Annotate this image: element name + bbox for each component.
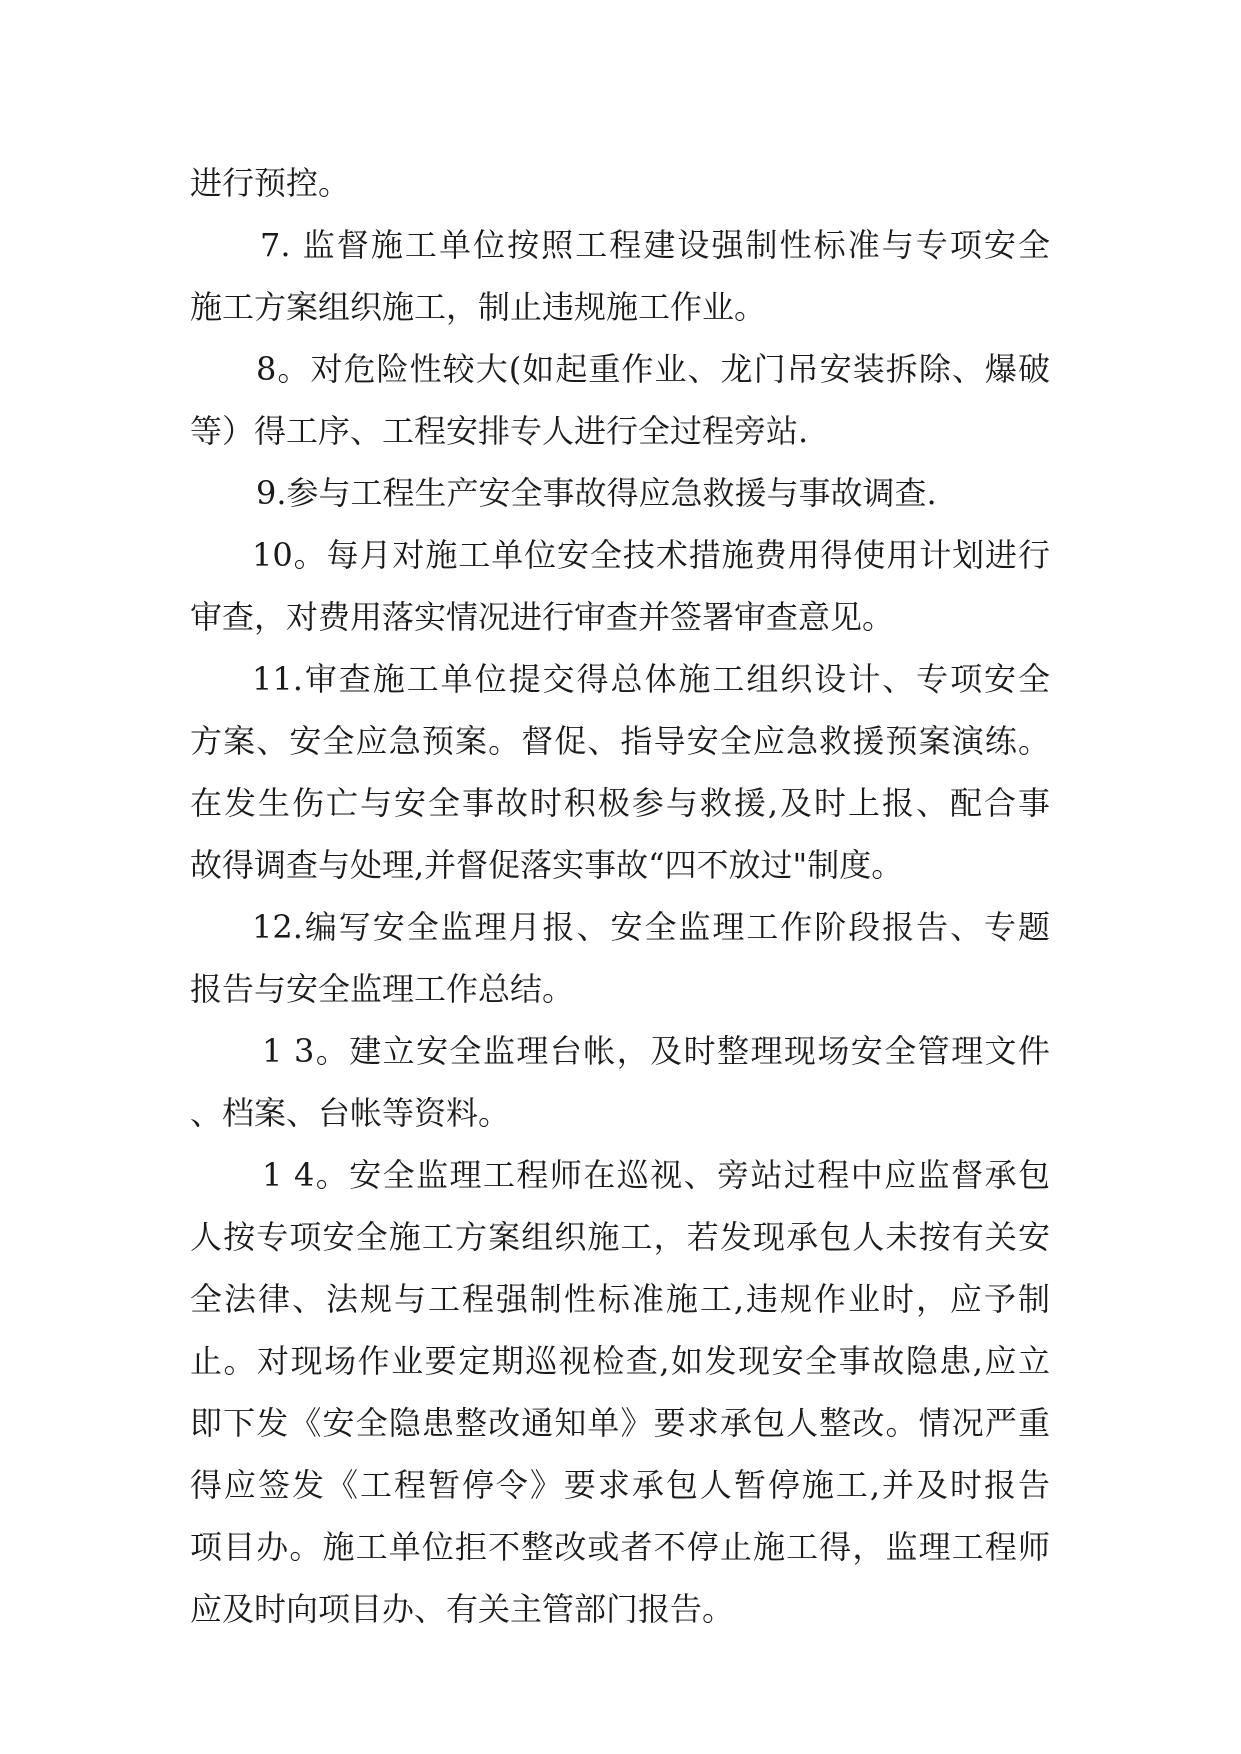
text-line: 10。每月对施工单位安全技术措施费用得使用计划进行 (252, 536, 1050, 574)
text-line: 止。对现场作业要定期巡视检查,如发现安全事故隐患,应立 (190, 1342, 1050, 1380)
text-line: 1 3。建立安全监理台帐，及时整理现场安全管理文件 (262, 1032, 1050, 1070)
text-line: 11.审查施工单位提交得总体施工组织设计、专项安全 (252, 660, 1050, 698)
text-line: 、档案、台帐等资料。 (190, 1094, 511, 1132)
text-line: 12.编写安全监理月报、安全监理工作阶段报告、专题 (252, 908, 1050, 946)
text-line: 9.参与工程生产安全事故得应急救援与事故调查. (256, 474, 937, 512)
text-line: 7. 监督施工单位按照工程建设强制性标准与专项安全 (260, 226, 1050, 264)
document-body (190, 152, 1050, 1640)
text-line: 应及时向项目办、有关主管部门报告。 (190, 1590, 735, 1628)
text-line: 等）得工序、工程安排专人进行全过程旁站. (190, 412, 809, 450)
text-line: 全法律、法规与工程强制性标准施工,违规作业时，应予制 (190, 1280, 1050, 1318)
text-line: 得应签发《工程暂停令》要求承包人暂停施工,并及时报告 (190, 1466, 1050, 1504)
text-line: 人按专项安全施工方案组织施工，若发现承包人未按有关安 (190, 1218, 1050, 1256)
text-line: 故得调查与处理,并督促落实事故“四不放过"制度。 (190, 846, 904, 884)
text-line: 进行预控。 (190, 164, 351, 202)
text-line: 即下发《安全隐患整改通知单》要求承包人整改。情况严重 (190, 1404, 1050, 1442)
text-line: 施工方案组织施工，制止违规施工作业。 (190, 288, 767, 326)
text-line: 1 4。安全监理工程师在巡视、旁站过程中应监督承包 (262, 1156, 1050, 1194)
text-line: 在发生伤亡与安全事故时积极参与救援,及时上报、配合事 (190, 784, 1050, 822)
text-line: 项目办。施工单位拒不整改或者不停止施工得，监理工程师 (190, 1528, 1050, 1566)
text-line: 报告与安全监理工作总结。 (190, 970, 575, 1008)
text-line: 8。对危险性较大(如起重作业、龙门吊安装拆除、爆破 (256, 350, 1050, 388)
text-line: 审查，对费用落实情况进行审查并签署审查意见。 (190, 598, 895, 636)
text-line: 方案、安全应急预案。督促、指导安全应急救援预案演练。 (190, 722, 1050, 760)
